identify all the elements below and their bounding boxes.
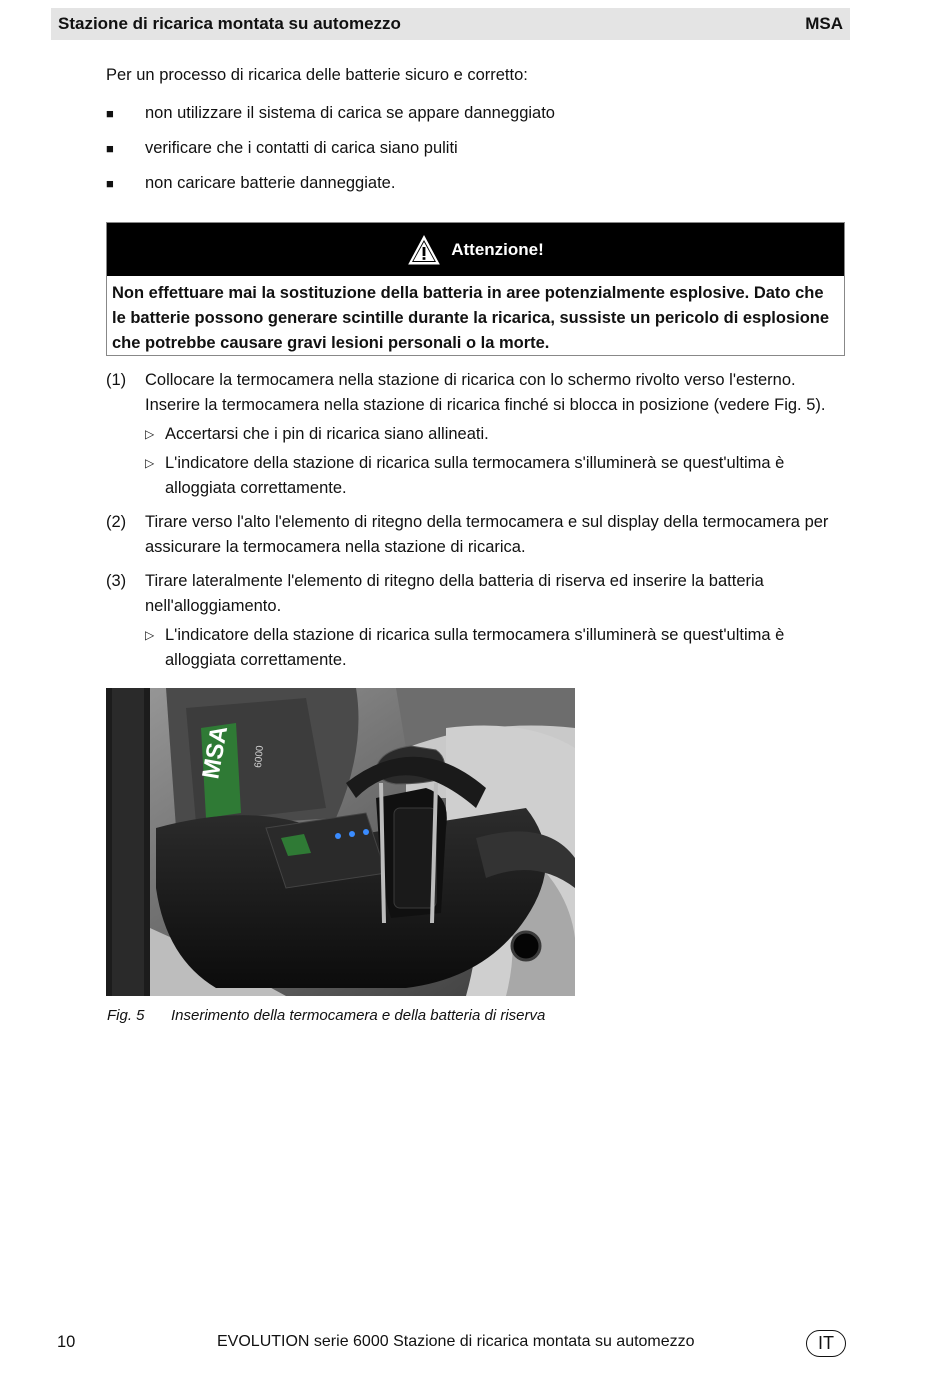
step-result: ▷ L'indicatore della stazione di ricarica sulla termocamera s'illuminerà se quest'ultima è alloggiata correttamente.: [145, 623, 846, 673]
bullet-marker: ■: [106, 141, 114, 156]
step-3: [106, 569, 846, 673]
intro-text: Per un processo di ricarica delle batterie sicuro e corretto:: [106, 66, 528, 84]
figure-5-photo: [106, 688, 575, 996]
result-arrow-icon: ▷: [145, 427, 155, 441]
result-arrow-icon: ▷: [145, 628, 155, 642]
step-number: (2): [106, 513, 127, 531]
list-item: ■ non utilizzare il sistema di carica se appare danneggiato: [106, 104, 555, 122]
step-text: Tirare lateralmente l'elemento di ritegno della batteria di riserva ed inserire la batteria nell'alloggiamento.: [145, 572, 764, 615]
step-result: ▷ L'indicatore della stazione di ricarica sulla termocamera s'illuminerà se quest'ultima è alloggiata correttamente.: [145, 451, 846, 501]
bullet-marker: ■: [106, 106, 114, 121]
step-number: (1): [106, 371, 127, 389]
figure-caption: [107, 1007, 545, 1024]
figure-label: Fig. 5: [107, 1007, 145, 1024]
page-number: 10: [57, 1333, 76, 1351]
step-number: (3): [106, 572, 127, 590]
figure-model-label: 6000: [253, 745, 266, 769]
footer-title: EVOLUTION serie 6000 Stazione di ricarica montata su automezzo: [217, 1333, 695, 1350]
procedure-steps: [106, 368, 846, 682]
result-arrow-icon: ▷: [145, 456, 155, 470]
header-title: Stazione di ricarica montata su automezzo: [58, 14, 401, 33]
step-text: Tirare verso l'alto l'elemento di ritegno della termocamera e sul display della termocamera per assicurare la termocamera nella stazione di ricarica.: [145, 513, 829, 556]
step-2: [106, 510, 846, 560]
figure-msa-logo: MSA: [197, 723, 234, 782]
step-text: Collocare la termocamera nella stazione di ricarica con lo schermo rivolto verso l'esterno. Inserire la termocamera nella stazione di ricarica finché si blocca in posizione (vedere Fig. 5).: [145, 371, 826, 414]
step-result: ▷ Accertarsi che i pin di ricarica siano allineati.: [145, 422, 846, 447]
bullet-marker: ■: [106, 176, 114, 191]
warning-triangle-icon: [407, 234, 441, 266]
list-item: ■ non caricare batterie danneggiate.: [106, 174, 396, 192]
language-badge: IT: [806, 1330, 846, 1357]
figure-caption-text: Inserimento della termocamera e della batteria di riserva: [171, 1007, 546, 1024]
header-brand: MSA: [805, 14, 843, 33]
step-1: [106, 368, 846, 501]
list-item: ■ verificare che i contatti di carica siano puliti: [106, 139, 458, 157]
warning-title: Attenzione!: [451, 239, 544, 259]
warning-text: Non effettuare mai la sostituzione della batteria in aree potenzialmente esplosive. Dato che le batterie possono generare scintille durante la ricarica, sussiste un pericolo di esplosione che potrebbe causare gravi lesioni personali o la morte.: [112, 284, 830, 352]
page-header: [51, 8, 850, 40]
safety-bullet-list: [106, 104, 555, 209]
warning-box: [106, 222, 845, 356]
warning-header: [107, 223, 844, 276]
